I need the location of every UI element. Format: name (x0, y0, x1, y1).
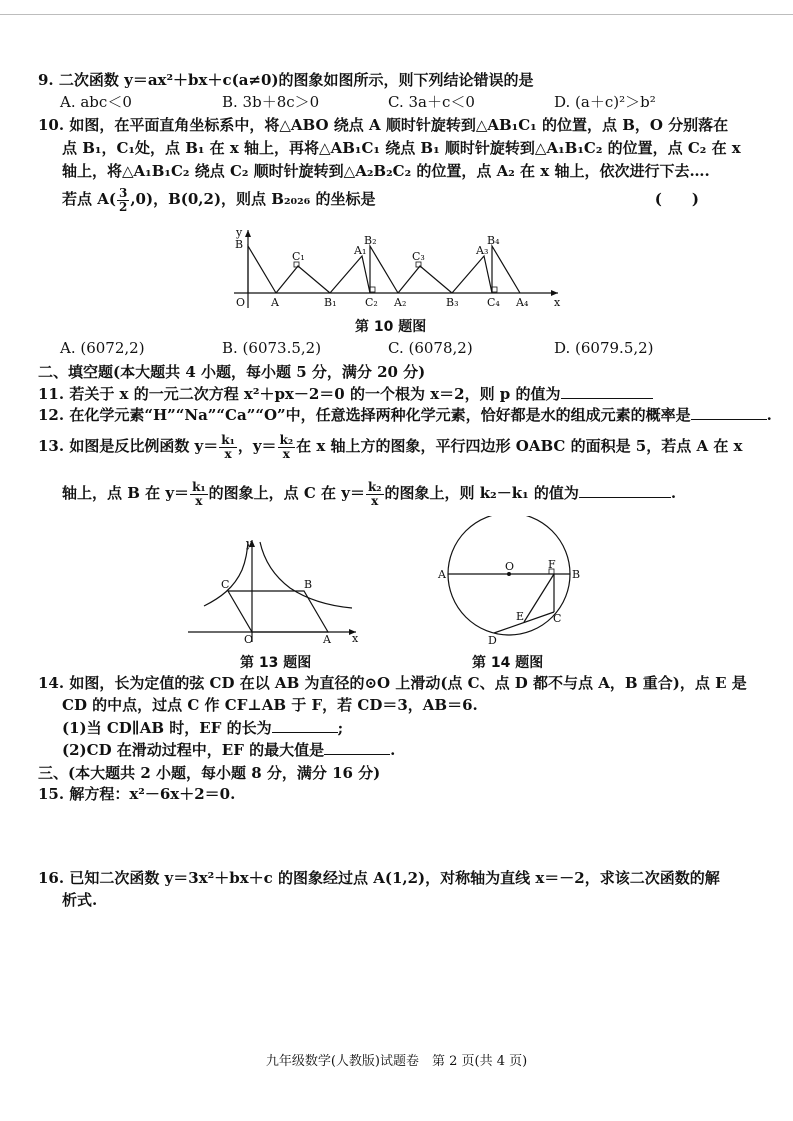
q10-label-b2: B₂ (364, 234, 377, 247)
q13-x: x (224, 446, 232, 461)
q10-label-o: O (236, 296, 246, 309)
q12-end: . (766, 406, 772, 424)
q10-label-c2: C₂ (365, 296, 378, 309)
q13-label-x: x (352, 632, 359, 644)
q10-line-2: 点 B₁，C₁处，点 B₁ 在 x 轴上，再将△AB₁C₁ 绕点 B₁ 顺时针旋转到△A₁B₁C₂ 的位置，点 C₂ 在 x (62, 139, 741, 157)
q13-line2-mid: 的图象上，点 C 在 y＝ (208, 484, 365, 502)
q13-end: . (670, 484, 677, 502)
q10-fraction-num: 3 (118, 185, 128, 200)
q12-text: 12. 在化学元素“H”“Na”“Ca”“O”中，任意选择两种化学元素，恰好都是水的组成元素的概率是 (38, 406, 691, 424)
q9-option-b: B. 3b＋8c＞0 (222, 93, 320, 111)
q13-line1-mid: ，y＝ (237, 437, 277, 455)
q13-answer-blank[interactable] (579, 483, 671, 498)
q10-line-4 (62, 186, 757, 214)
q10-line-1: 10. 如图，在平面直角坐标系中，将△ABO 绕点 A 顺时针旋转到△AB₁C₁ 的位置，点 B，O 分别落在 (38, 116, 729, 134)
q14-sub1-end: ; (337, 719, 344, 737)
q12 (38, 405, 772, 425)
q14-sub-1 (62, 718, 757, 738)
q10-option-c: C. (6078,2) (388, 339, 473, 357)
q13-frac-k2 (278, 434, 296, 461)
q13-label-c: C (221, 578, 230, 591)
q13-line-1 (38, 432, 757, 461)
q10-label-a3: A₃ (476, 244, 489, 257)
q10-option-b: B. (6073.5,2) (222, 339, 322, 357)
q10-label-a2: A₂ (394, 296, 407, 309)
q10-option-a: A. (6072,2) (60, 339, 145, 357)
q10-label-b4: B₄ (487, 234, 500, 247)
q10-label-a1: A₁ (354, 244, 367, 257)
q9-option-d: D. (a＋c)²＞b² (554, 93, 656, 111)
q10-label-b: B (235, 238, 244, 251)
q9-stem-text: 9. 二次函数 y＝ax²＋bx＋c(a≠0)的图象如图所示，则下列结论错误的是 (38, 71, 534, 89)
q13-k2-b: k₂ (367, 479, 382, 494)
q10-figure-caption: 第 10 题图 (355, 319, 427, 335)
q14-label-d: D (488, 634, 497, 647)
q13-curve-right (260, 542, 352, 608)
q10-point-b-text: ,0)，B(0,2)，则点 B₂₀₂₆ 的坐标是 (130, 190, 376, 208)
q10-label-c1: C₁ (292, 250, 305, 263)
q14-line-2: CD 的中点，过点 C 作 CF⊥AB 于 F，若 CD＝3，AB＝6. (62, 696, 478, 714)
q14-sub2-blank[interactable] (324, 740, 390, 755)
q10-label-x: x (554, 296, 561, 309)
q14-figure (436, 516, 586, 652)
q13-frac-k2-b (366, 481, 384, 508)
q10-label-y: y (236, 226, 243, 239)
q10-fraction (117, 187, 129, 214)
q10-label-b3: B₃ (446, 296, 459, 309)
q14-label-e: E (516, 610, 525, 623)
q14-label-f: F (548, 558, 556, 571)
q13-label-y: y (246, 537, 253, 550)
q15: 15. 解方程：x²－6x＋2＝0. (38, 785, 236, 803)
page-top-rule (0, 14, 793, 15)
q14-label-b: B (572, 568, 581, 581)
q13-k2: k₂ (279, 432, 294, 447)
page-footer: 九年级数学(人教版)试题卷 第 2 页(共 4 页) (265, 1054, 528, 1069)
q13-line1-prefix: 13. 如图是反比例函数 y＝ (38, 437, 219, 455)
q13-x-3: x (195, 493, 203, 508)
q12-answer-blank[interactable] (691, 405, 767, 420)
q10-line-3: 轴上，将△A₁B₁C₂ 绕点 C₂ 顺时针旋转到△A₂B₂C₂ 的位置，点 A₂ 在 x 轴上，依次进行下去…. (62, 162, 710, 180)
q16-line-2: 析式. (62, 891, 98, 909)
q9-options (60, 92, 757, 112)
q10-option-d: D. (6079.5,2) (554, 339, 654, 357)
q13-frac-k1-b (190, 481, 208, 508)
q14-label-c: C (553, 612, 562, 625)
q10-label-b1: B₁ (324, 296, 337, 309)
q11 (38, 384, 757, 404)
q11-text: 11. 若关于 x 的一元二次方程 x²＋px－2＝0 的一个根为 x＝2，则 p 的值为 (38, 385, 561, 403)
q9-option-c: C. 3a＋c＜0 (388, 93, 475, 111)
q14-sub2-end: . (390, 741, 396, 759)
q14-label-a: A (438, 568, 446, 581)
q13-line2-suffix: 的图象上，则 k₂－k₁ 的值为 (384, 484, 579, 502)
section-3-title: 三、(本大题共 2 小题，每小题 8 分，满分 16 分) (38, 764, 381, 782)
q13-frac-k1 (219, 434, 237, 461)
q13-label-o: O (244, 633, 254, 644)
q13-label-a: A (323, 633, 331, 644)
q10-label-a: A (271, 296, 279, 309)
q13-k1: k₁ (221, 432, 235, 447)
q14-sub1-text: (1)当 CD∥AB 时，EF 的长为 (62, 719, 272, 737)
q13-x-2: x (282, 446, 290, 461)
q10-options (60, 338, 757, 358)
q13-label-b: B (304, 578, 313, 591)
q16-line-1: 16. 已知二次函数 y＝3x²＋bx＋c 的图象经过点 A(1,2)，对称轴为直线 x＝－2，求该二次函数的解 (38, 869, 720, 887)
section-2-title: 二、填空题(本大题共 4 小题，每小题 5 分，满分 20 分) (38, 363, 426, 381)
q14-sub-2 (62, 740, 757, 760)
q13-parallelogram (228, 591, 328, 632)
q14-figure-caption: 第 14 题图 (472, 655, 544, 671)
q13-line1-suffix: 在 x 轴上方的图象，平行四边形 OABC 的面积是 5，若点 A 在 x (296, 437, 743, 455)
q10-point-a-prefix: 若点 A( (62, 190, 116, 208)
q13-figure (186, 536, 366, 644)
q13-curve-left (204, 542, 248, 606)
q10-figure (228, 226, 576, 310)
q13-line-2 (62, 479, 757, 508)
q10-label-c3: C₃ (412, 250, 425, 263)
q9-option-a: A. abc＜0 (60, 93, 132, 111)
q13-x-4: x (371, 493, 379, 508)
q14-sub1-blank[interactable] (272, 718, 338, 733)
q10-fraction-den: 2 (118, 199, 128, 214)
q9-stem (38, 70, 757, 90)
q14-sub2-text: (2)CD 在滑动过程中，EF 的最大值是 (62, 741, 325, 759)
q14-label-o: O (505, 560, 515, 573)
q13-line2-prefix: 轴上，点 B 在 y＝ (62, 484, 190, 502)
q10-answer-paren: ( ) (654, 190, 699, 208)
q11-answer-blank[interactable] (561, 384, 653, 399)
q13-k1-b: k₁ (192, 479, 206, 494)
q14-line-1: 14. 如图，长为定值的弦 CD 在以 AB 为直径的⊙O 上滑动(点 C、点 D 都不与点 A，B 重合)，点 E 是 (38, 674, 747, 692)
q10-label-c4: C₄ (487, 296, 500, 309)
q13-figure-caption: 第 13 题图 (240, 655, 312, 671)
q10-label-a4: A₄ (516, 296, 529, 309)
